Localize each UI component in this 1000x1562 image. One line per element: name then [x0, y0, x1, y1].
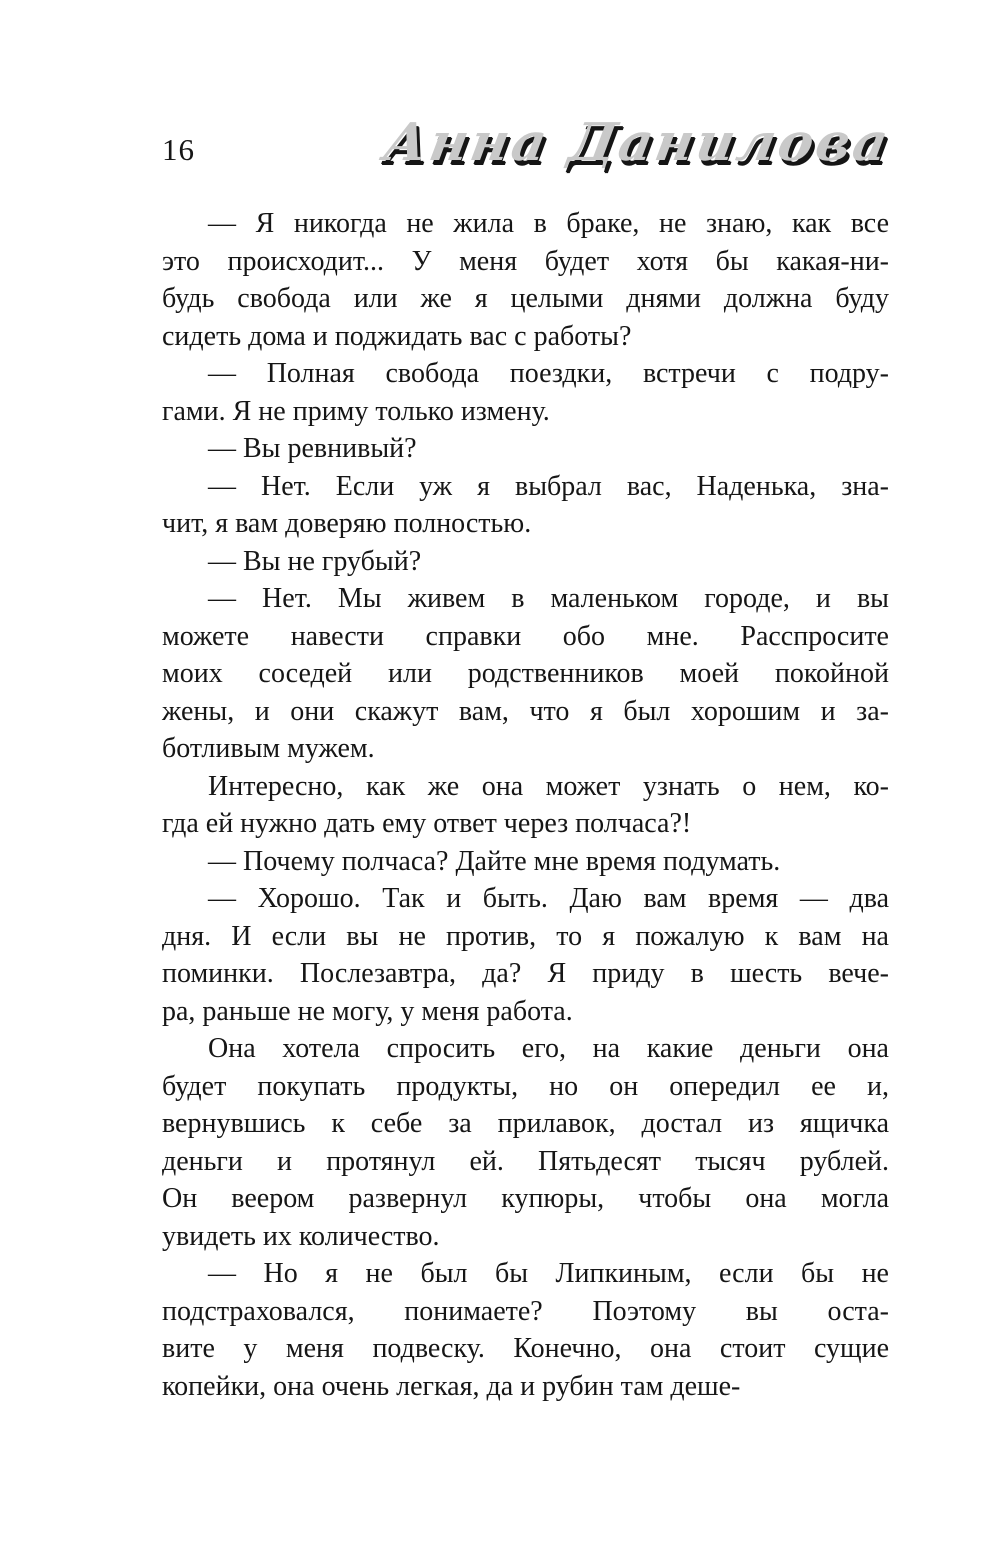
paragraph [162, 205, 889, 355]
paragraph [162, 1255, 889, 1405]
text-line: сидеть дома и поджидать вас с работы? [162, 320, 632, 352]
text-line: ботливым мужем. [162, 733, 375, 764]
text-line: жены, и они скажут вам, что я был хорошим и за- [162, 695, 889, 727]
text-line: Он веером развернул купюры, чтобы она могла [162, 1183, 889, 1214]
text-line: ра, раньше не могу, у меня работа. [162, 995, 573, 1027]
text-line: подстраховался, понимаете? Поэтому вы оста- [162, 1295, 889, 1327]
text-line: — Полная свобода поездки, встречи с подру- [208, 358, 889, 389]
text-line: — Нет. Мы живем в маленьком городе, и вы [208, 583, 889, 614]
text-line: Интересно, как же она может узнать о нем, ко- [208, 770, 889, 802]
paragraph [162, 355, 889, 430]
paragraph [162, 580, 889, 768]
text-column [162, 205, 889, 1405]
paragraph [162, 430, 889, 468]
paragraph [162, 843, 889, 881]
text-line: — Но я не был бы Липкиным, если бы не [208, 1258, 889, 1289]
text-line: дня. И если вы не против, то я пожалую к вам на [162, 920, 889, 952]
paragraph [162, 543, 889, 581]
paragraph [162, 468, 889, 543]
text-line: это происходит... У меня будет хотя бы какая-ни- [162, 245, 889, 277]
paragraph [162, 768, 889, 843]
text-line: копейки, она очень легкая, да и рубин там деше- [162, 1370, 741, 1402]
text-line: можете навести справки обо мне. Расспросите [162, 620, 889, 652]
text-line: — Нет. Если уж я выбрал вас, Наденька, зна- [208, 470, 889, 502]
text-line: — Почему полчаса? Дайте мне время подумать. [208, 845, 781, 877]
text-line: будь свобода или же я целыми днями должна буду [162, 283, 889, 314]
text-line: увидеть их количество. [162, 1220, 440, 1252]
text-line: гами. Я не приму только измену. [162, 395, 550, 427]
text-line: будет покупать продукты, но он опередил ее и, [162, 1070, 889, 1102]
paragraph [162, 880, 889, 1030]
text-line: Она хотела спросить его, на какие деньги она [208, 1033, 889, 1064]
text-line: — Я никогда не жила в браке, не знаю, как все [208, 208, 889, 239]
text-line: моих соседей или родственников моей покойной [162, 658, 889, 689]
text-line: — Вы ревнивый? [208, 433, 417, 464]
text-line: деньги и протянул ей. Пятьдесят тысяч рублей. [162, 1145, 889, 1177]
text-line: вернувшись к себе за прилавок, достал из ящичка [162, 1108, 889, 1139]
author-header: Анна Данилова [379, 112, 896, 173]
text-line: — Хорошо. Так и быть. Даю вам время — два [208, 883, 889, 914]
text-line: поминки. Послезавтра, да? Я приду в шесть вече- [162, 958, 889, 989]
page-number: 16 [162, 132, 195, 167]
text-line: — Вы не грубый? [208, 545, 422, 577]
text-line: гда ей нужно дать ему ответ через полчаса?! [162, 808, 692, 839]
paragraph [162, 1030, 889, 1255]
text-line: чит, я вам доверяю полностью. [162, 508, 532, 539]
text-line: вите у меня подвеску. Конечно, она стоит сущие [162, 1333, 889, 1364]
